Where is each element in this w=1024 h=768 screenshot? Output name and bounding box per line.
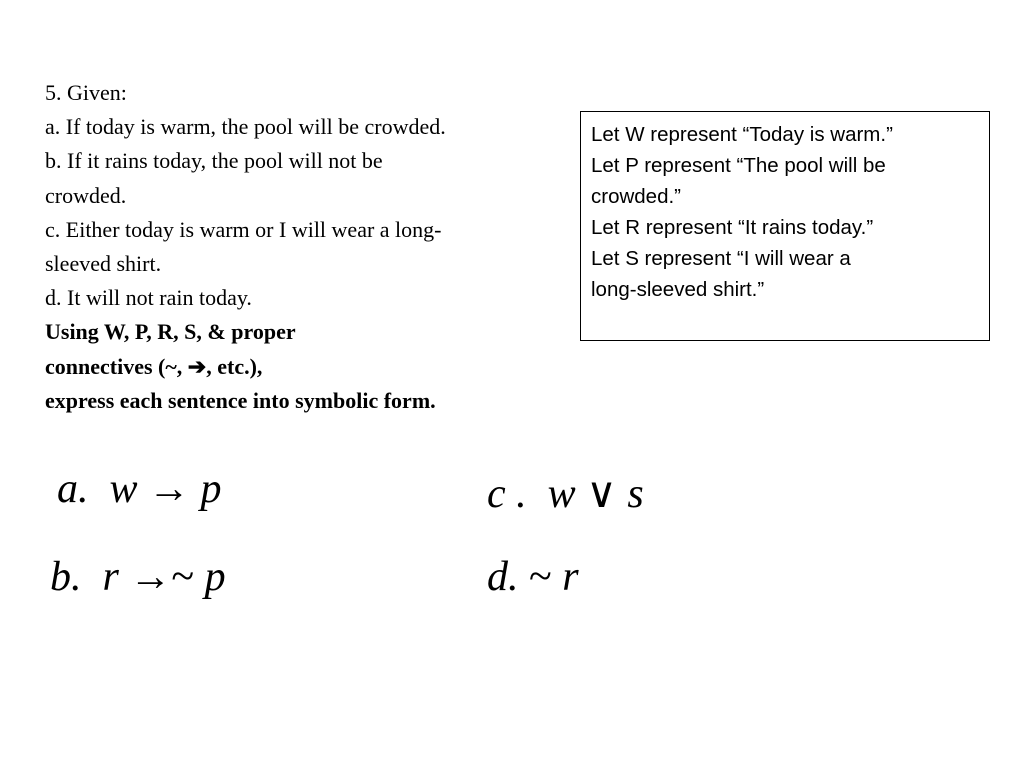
answer-b-label: b. — [50, 554, 82, 600]
answer-b — [50, 553, 226, 601]
instruction-line-2: connectives (~, ➔, etc.), — [45, 353, 263, 379]
given-d: d. It will not rain today. — [45, 285, 252, 311]
given-a: a. If today is warm, the pool will be crowded. — [45, 114, 446, 140]
definition-r: Let R represent “It rains today.” — [591, 216, 874, 239]
definitions-box — [580, 111, 990, 341]
definition-p-cont: crowded.” — [591, 185, 682, 208]
answer-c — [487, 470, 644, 518]
answer-a-implies: → — [148, 466, 191, 512]
given-c-cont: sleeved shirt. — [45, 251, 162, 277]
definition-s-cont: long-sleeved shirt.” — [591, 278, 765, 301]
answer-d-label: d. — [487, 554, 519, 600]
answer-b-var-p: p — [204, 554, 226, 600]
answer-c-or: ∨ — [586, 471, 617, 517]
answer-c-var-s: s — [627, 471, 644, 517]
instruction-line-3: express each sentence into symbolic form. — [45, 387, 436, 413]
answer-a-label: a. — [57, 466, 89, 512]
answer-d-not: ~ — [529, 554, 552, 600]
given-b-cont: crowded. — [45, 182, 127, 208]
answer-c-label: c . — [487, 471, 527, 517]
definition-s: Let S represent “I will wear a — [591, 247, 851, 270]
answer-a-var-p: p — [200, 466, 222, 512]
answer-d — [487, 553, 579, 601]
instruction-line-1: Using W, P, R, S, & proper — [45, 319, 296, 345]
definition-w: Let W represent “Today is warm.” — [591, 123, 893, 146]
answer-d-var-r: r — [562, 554, 579, 600]
answer-c-var-w: w — [547, 471, 576, 517]
given-c: c. Either today is warm or I will wear a long- — [45, 216, 442, 242]
problem-statement — [45, 76, 575, 418]
answer-a-var-w: w — [109, 466, 138, 512]
answer-a — [57, 465, 222, 513]
definition-p: Let P represent “The pool will be — [591, 154, 886, 177]
answer-b-implies-not: →~ — [129, 554, 195, 600]
problem-title: 5. Given: — [45, 80, 127, 105]
given-b: b. If it rains today, the pool will not be — [45, 148, 383, 174]
answer-b-var-r: r — [102, 554, 119, 600]
